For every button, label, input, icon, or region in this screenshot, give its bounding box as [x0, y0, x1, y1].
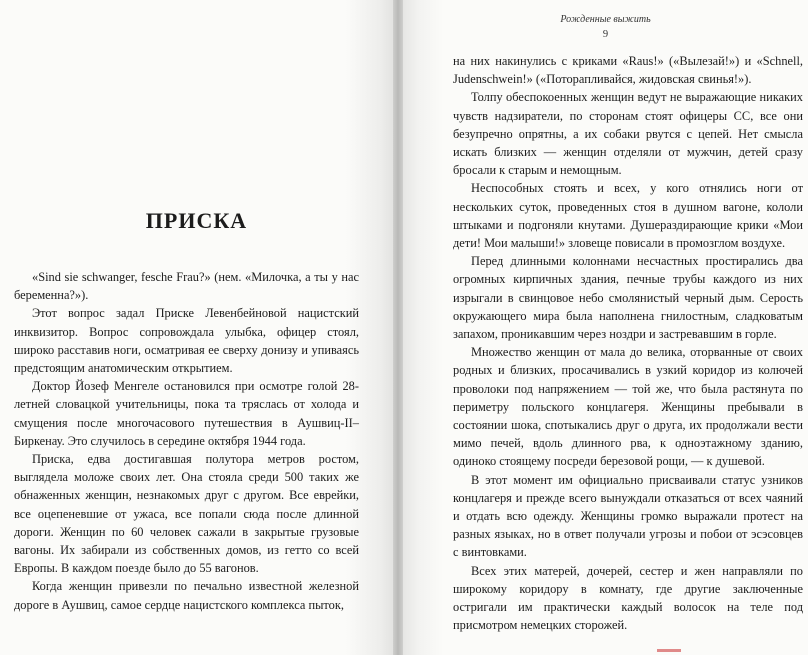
paragraph: Перед длинными колоннами несчастных простирались два огромных кирпичных здания, печные трубы каждого из них изрыгали в свинцовое небо смолянистый черный дым. Серость окружающего мира была наполнена гнилостным, сладковатым запахом, проникавшим через ноздри и застревавшим в горле. [453, 254, 803, 342]
right-page-text [453, 52, 803, 635]
paragraph: Множество женщин от мала до велика, оторванные от своих родных и близких, просачивались в узкий коридор из колючей проволоки под напряжением — той же, что была растянута по периметру польского концлагеря. Женщины пребывали в состоянии шока, спотыкались друг о друга, их продолжали вести мимо печей, вдоль длинного рва, к одноэтажному зданию, одиноко стоящему посреди березовой рощи, — к душевой. [453, 345, 803, 469]
left-page-text [14, 268, 359, 614]
left-page [0, 0, 393, 655]
book-gutter [393, 0, 403, 655]
paragraph: Приска, едва достигавшая полутора метров ростом, выглядела моложе своих лет. Она стояла среди 500 таких же обнаженных женщин, незнакомых друг с другом. Все еврейки, все оцепеневшие от ужаса, все попали сюда после длинной дороги. Женщин по 60 человек сажали в закрытые грузовые вагоны. Их забирали из собственных домов, из гетто со всей Европы. В каждом поезде было до 55 вагонов. [14, 452, 359, 576]
paragraph: Доктор Йозеф Менгеле остановился при осмотре голой 28-летней словацкой учительницы, пока та тряслась от холода и смущения после многочасового путешествия в Аушвиц-II–Биркенау. Это случилось в середине октября 1944 года. [14, 379, 359, 448]
paragraph: Неспособных стоять и всех, у кого отнялись ноги от нескольких суток, проведенных стоя в душном вагоне, кололи штыками и подгоняли кнутами. Душераздирающие крики «Мои дети! Мои малыши!» зловеще повисали в промозглом воздухе. [453, 181, 803, 251]
paragraph: Толпу обеспокоенных женщин ведут не выражающие никаких чувств надзиратели, по сторонам стоят офицеры СС, все они безупречно опрятны, а их собаки рвутся с цепей. Нет смысла искать близких — женщин отделяли от мужчин, детей сразу бросали к старым и немощным. [453, 90, 803, 178]
chapter-title: ПРИСКА [145, 208, 248, 233]
paragraph: «Sind sie schwanger, fesche Frau?» (нем. «Милочка, а ты у нас беременна?»). [14, 270, 359, 303]
paragraph: на них накинулись с криками «Raus!» («Вылезай!») и «Schnell, Judenschwein!» («Поторапливайся, жидовская свинья!»). [453, 54, 803, 87]
right-page [403, 0, 808, 655]
bookmark-ribbon [657, 649, 681, 652]
paragraph: Этот вопрос задал Приске Левенбейновой нацистский инквизитор. Вопрос сопровождала улыбка, офицер стоял, широко расставив ноги, осматривая ее сверху донизу и упиваясь предстоящим анатомическим открытием. [14, 306, 359, 376]
running-head: Рожденные выжить [560, 14, 651, 25]
paragraph: В этот момент им официально присваивали статус узников концлагеря и прежде всего вынуждали отказаться от всех чаяний и отдать всю одежду. Женщины громко выражали протест на разных языках, но в ответ получали угрозы и побои от эсэсовцев с винтовками. [453, 472, 803, 560]
paragraph: Всех этих матерей, дочерей, сестер и жен направляли по широкому коридору в комнату, где другие заключенные остригали им практически каждый волосок на теле под присмотром немецких сторожей. [453, 563, 803, 633]
page-number: 9 [602, 29, 609, 40]
paragraph: Когда женщин привезли по печально известной железной дороге в Аушвиц, самое сердце нацистского комплекса пыток, [14, 579, 359, 612]
